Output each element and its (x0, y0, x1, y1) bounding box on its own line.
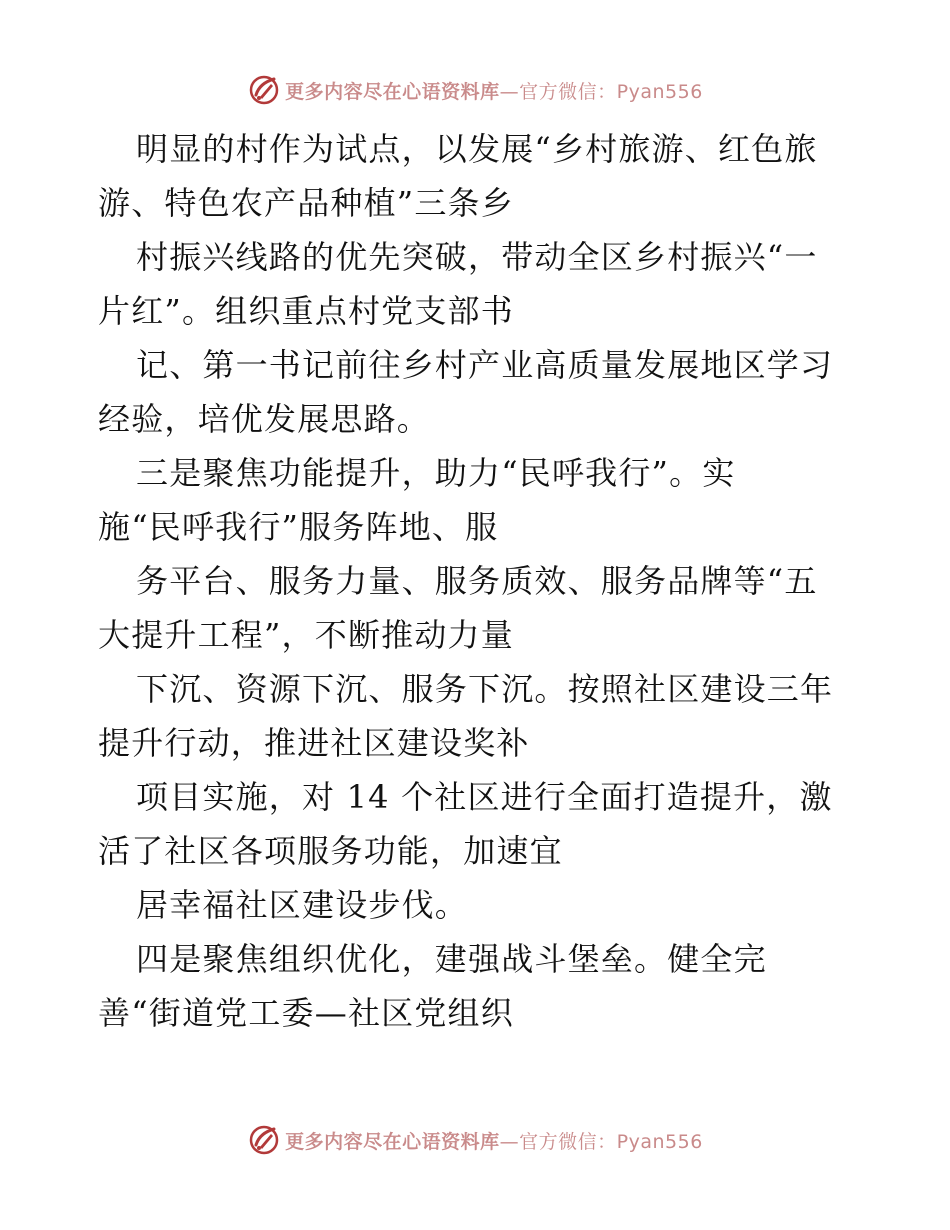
text-line: 三是聚焦功能提升，助力“民呼我行”。实 (136, 454, 736, 492)
text-line: 村振兴线路的优先突破，带动全区乡村振兴“一 (136, 238, 818, 276)
text-line: 务平台、服务力量、服务质效、服务品牌等“五 (136, 562, 818, 600)
text-line: 经验，培优发展思路。 (98, 400, 431, 438)
footer-separator: — (499, 1130, 520, 1153)
pen-swirl-logo-icon (247, 73, 281, 107)
header-contact-text: 官方微信：Pyan556 (519, 80, 703, 103)
text-line: 居幸福社区建设步伐。 (136, 886, 469, 924)
text-line: 善“街道党工委—社区党组织 (98, 994, 514, 1032)
footer-brand-text: 更多内容尽在心语资料库 (285, 1130, 500, 1153)
text-line: 下沉、资源下沉、服务下沉。按照社区建设三年 (136, 670, 834, 708)
text-line: 片红”。组织重点村党支部书 (98, 292, 514, 330)
text-line: 记、第一书记前往乡村产业高质量发展地区学习 (136, 346, 834, 384)
footer-contact-text: 官方微信：Pyan556 (519, 1130, 703, 1153)
text-line: 明显的村作为试点，以发展“乡村旅游、红色旅 (136, 130, 818, 168)
header-brand-text: 更多内容尽在心语资料库 (285, 80, 500, 103)
text-line: 游、特色农产品种植”三条乡 (98, 184, 514, 222)
pen-swirl-logo-icon (247, 1123, 281, 1157)
text-line: 提升行动，推进社区建设奖补 (98, 724, 530, 762)
text-line: 施“民呼我行”服务阵地、服 (98, 508, 499, 546)
text-line: 大提升工程”，不断推动力量 (98, 616, 514, 654)
text-line: 四是聚焦组织优化，建强战斗堡垒。健全完 (136, 940, 767, 978)
header-banner (0, 70, 950, 110)
header-banner-text (285, 77, 703, 104)
text-line: 项目实施，对 14 个社区进行全面打造提升，激 (136, 778, 833, 816)
footer-banner-text (285, 1127, 703, 1154)
footer-banner (0, 1120, 950, 1160)
header-separator: — (499, 80, 520, 103)
text-line: 活了社区各项服务功能，加速宜 (98, 832, 563, 870)
document-body (98, 122, 858, 1040)
